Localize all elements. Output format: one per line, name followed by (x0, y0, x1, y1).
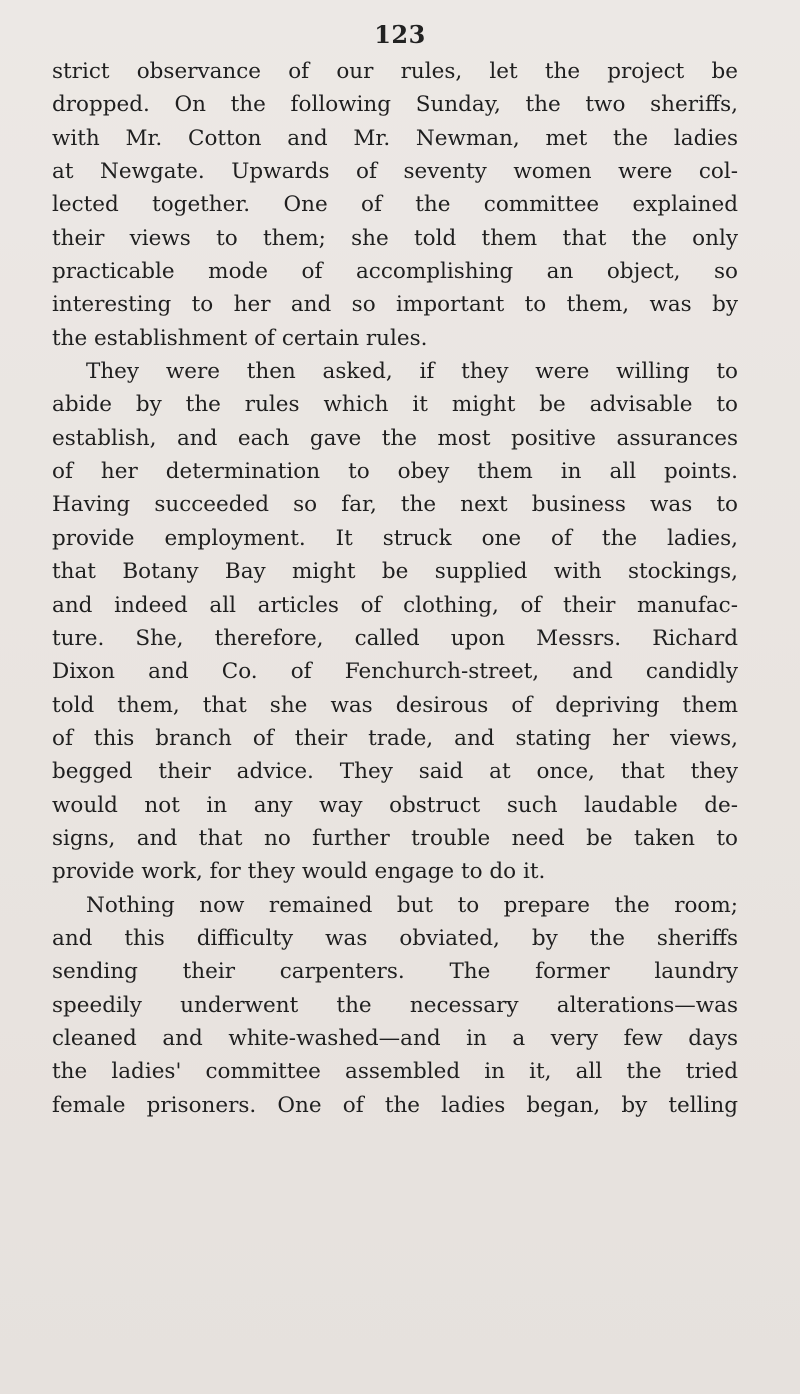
text-line: signs, and that no further trouble need be taken to (52, 825, 738, 851)
text-line: female prisoners. One of the ladies began, by telling (52, 1092, 738, 1118)
text-line: strict observance of our rules, let the project be (52, 59, 738, 84)
text-line: Having succeeded so far, the next business was to (52, 492, 738, 518)
text-line: with Mr. Cotton and Mr. Newman, met the ladies (52, 125, 738, 151)
text-line: would not in any way obstruct such laudable de- (52, 792, 738, 818)
text-line: begged their advice. They said at once, that they (52, 759, 738, 785)
text-line: speedily underwent the necessary alterations—was (52, 992, 738, 1018)
text-line: at Newgate. Upwards of seventy women were col- (52, 159, 738, 185)
text-line: their views to them; she told them that the only (52, 225, 738, 251)
body-text (52, 55, 738, 1122)
text-line: Nothing now remained but to prepare the room; (86, 892, 738, 918)
text-line: sending their carpenters. The former laundry (52, 959, 738, 985)
text-line: of this branch of their trade, and stating her views, (52, 725, 738, 751)
text-line: practicable mode of accomplishing an object, so (52, 259, 738, 285)
text-line: cleaned and white-washed—and in a very few days (52, 1025, 738, 1051)
text-line: told them, that she was desirous of depriving them (52, 692, 738, 718)
text-line: of her determination to obey them in all points. (52, 459, 738, 485)
text-line: They were then asked, if they were willing to (86, 359, 738, 385)
text-line: the ladies' committee assembled in it, all the tried (52, 1059, 738, 1085)
text-line: provide employment. It struck one of the ladies, (52, 525, 738, 551)
text-line: interesting to her and so important to them, was by (52, 292, 738, 318)
text-line: Dixon and Co. of Fenchurch-street, and candidly (52, 659, 738, 685)
text-line: provide work, for they would engage to do it. (52, 859, 546, 885)
page-number: 123 (374, 20, 426, 49)
text-line: establish, and each gave the most positive assurances (52, 425, 738, 451)
text-line: and this difficulty was obviated, by the sheriffs (52, 925, 738, 951)
text-line: lected together. One of the committee explained (52, 192, 738, 218)
text-line: ture. She, therefore, called upon Messrs. Richard (52, 625, 738, 651)
text-line: and indeed all articles of clothing, of their manufac- (52, 592, 738, 618)
text-line: dropped. On the following Sunday, the two sheriffs, (52, 92, 738, 118)
text-line: the establishment of certain rules. (52, 325, 428, 351)
text-line: abide by the rules which it might be advisable to (52, 392, 738, 418)
text-line: that Botany Bay might be supplied with stockings, (52, 559, 738, 585)
